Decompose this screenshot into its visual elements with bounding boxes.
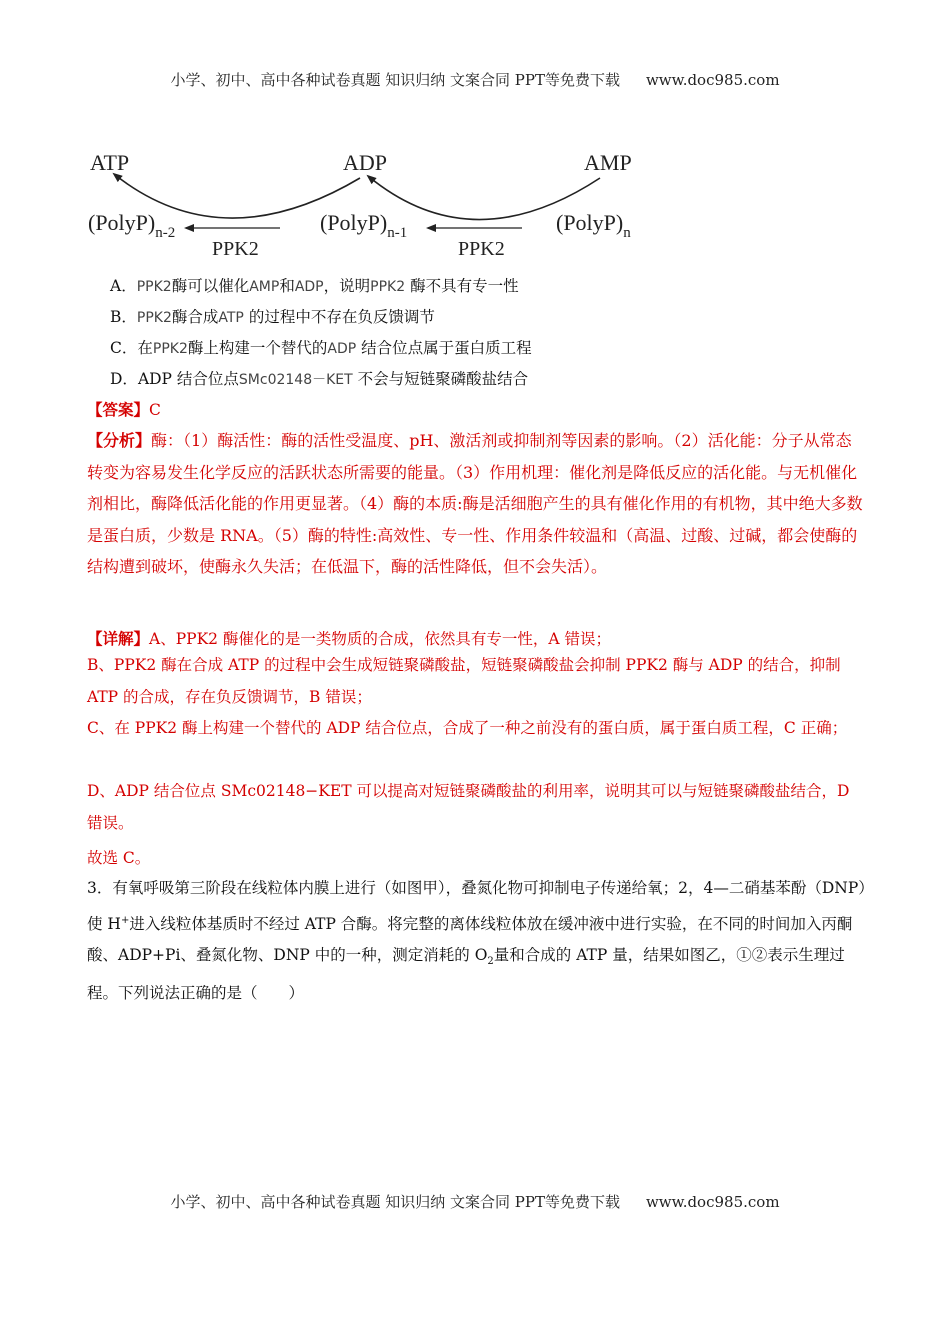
enzyme-label-right: PPK2 xyxy=(458,238,505,260)
detail-c: C、在 PPK2 酶上构建一个替代的 ADP 结合位点，合成了一种之前没有的蛋白质，属于蛋白质工程，C 正确； xyxy=(87,719,848,737)
option-c: C．在PPK2酶上构建一个替代的ADP 结合位点属于蛋白质工程 xyxy=(110,339,532,357)
option-d: D．ADP 结合位点SMc02148－KET 不会与短链聚磷酸盐结合 xyxy=(110,370,529,388)
answer-value: C xyxy=(149,401,161,419)
label-atp: ATP xyxy=(90,150,130,175)
footer-site: www.doc985.com xyxy=(645,1193,780,1211)
header-site: www.doc985.com xyxy=(645,71,780,89)
analysis-tag: 【分析】 xyxy=(87,431,152,450)
header-text: 小学、初中、高中各种试卷真题 知识归纳 文案合同 PPT等免费下载 xyxy=(170,71,620,89)
detail-a: 【详解】A、PPK2 酶催化的是一类物质的合成，依然具有专一性，A 错误； xyxy=(87,629,612,648)
analysis-paragraph xyxy=(87,425,867,583)
option-a: A．PPK2酶可以催化AMP和ADP，说明PPK2 酶不具有专一性 xyxy=(110,277,519,295)
polyp-n-1: $(PolyP)_{n-1}$ xyxy=(320,210,408,241)
analysis-text: 酶：（1）酶活性：酶的活性受温度、pH、激活剂或抑制剂等因素的影响。（2）活化能：分子从常态转变为容易发生化学反应的活跃状态所需要的能量。（3）作用机理：催化剂是降低反应的活化能。与无机催化剂相比，酶降低活化能的作用更显著。（4）酶的本质:酶是活细胞产生的具有催化作用的有机物，其中绝大多数是蛋白质，少数是 RNA。（5）酶的特性:高效性、专一性、作用条件较温和（高温、过酸、过碱，都会使酶的结构遭到破坏，使酶永久失活；在低温下，酶的活性降低，但不会失活）。 xyxy=(87,431,863,576)
polyp-n: $(PolyP)_n$ xyxy=(556,210,631,241)
label-adp: ADP xyxy=(343,150,388,175)
page-footer xyxy=(0,1191,950,1212)
footer-text: 小学、初中、高中各种试卷真题 知识归纳 文案合同 PPT等免费下载 xyxy=(170,1193,620,1211)
detail-tag: 【详解】 xyxy=(87,629,150,648)
question-3: 3．有氧呼吸第三阶段在线粒体内膜上进行（如图甲），叠氮化物可抑制电子传递给氧；2，4—二硝基苯酚（DNP）使 H+进入线粒体基质时不经过 ATP 合酶。将完整的离体线粒体放在缓冲液中进行实验，在不同的时间加入丙酮酸、ADP+Pi、叠氮化物、DNP 中的一种，测定消耗的 $O_2$量和合成的 ATP 量，结果如图乙，①②表示生理过程。下列说法正确的是（ ） xyxy=(87,879,867,1002)
enzyme-label-left: PPK2 xyxy=(212,238,259,260)
polyp-n-2: $(PolyP)_{n-2}$ xyxy=(88,210,176,241)
detail-conclusion: 故选 C。 xyxy=(87,849,151,867)
ppk2-reaction-diagram xyxy=(80,140,660,270)
page-header xyxy=(0,69,950,90)
detail-d: D、ADP 结合位点 SMc02148−KET 可以提高对短链聚磷酸盐的利用率，说明其可以与短链聚磷酸盐结合，D 错误。 xyxy=(87,782,850,832)
answer-tag: 【答案】 xyxy=(87,400,150,419)
answer-line xyxy=(87,398,161,420)
detail-b: B、PPK2 酶在合成 ATP 的过程中会生成短链聚磷酸盐，短链聚磷酸盐会抑制 PPK2 酶与 ADP 的结合，抑制 ATP 的合成，存在负反馈调节，B 错误； xyxy=(87,656,841,706)
option-b: B．PPK2酶合成ATP 的过程中不存在负反馈调节 xyxy=(110,308,435,326)
label-amp: AMP xyxy=(584,150,632,175)
